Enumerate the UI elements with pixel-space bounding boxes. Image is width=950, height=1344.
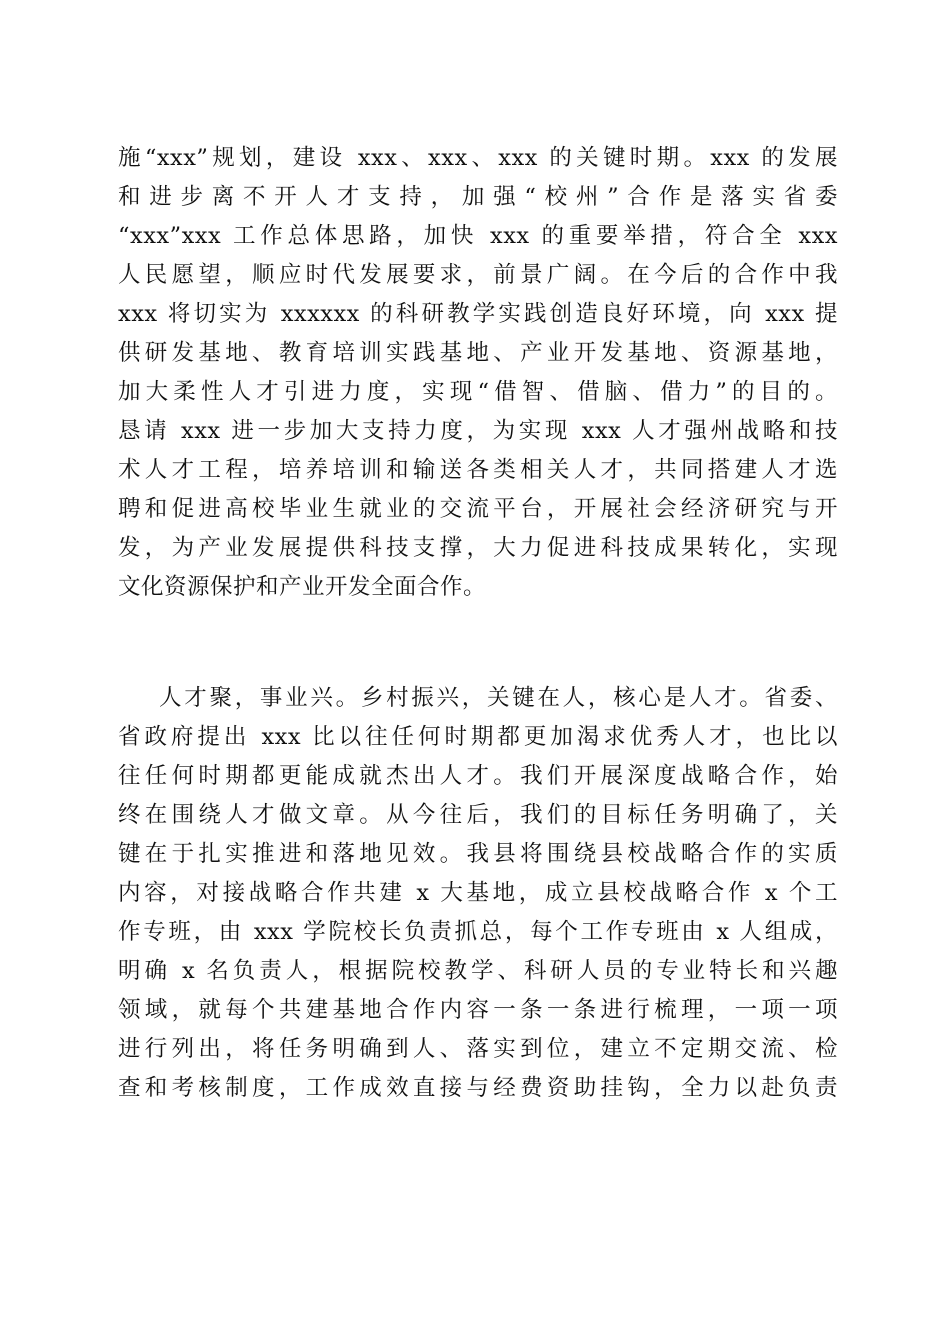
paragraph-2 bbox=[118, 679, 838, 1108]
paragraph-1-line: 聘和促进高校毕业生就业的交流平台，开展社会经济研究与开 bbox=[118, 496, 838, 522]
paragraph-1-line: 供研发基地、教育培训实践基地、产业开发基地、资源基地， bbox=[118, 340, 838, 366]
paragraph-2-line: 人才聚，事业兴。乡村振兴，关键在人，核心是人才。省委、 bbox=[159, 685, 838, 711]
paragraph-1-line: 术人才工程，培养培训和输送各类相关人才，共同搭建人才选 bbox=[118, 457, 838, 483]
paragraph-1 bbox=[118, 139, 838, 607]
paragraph-1-line: 发，为产业发展提供科技支撑，大力促进科技成果转化，实现 bbox=[118, 535, 838, 561]
paragraph-2-line: 内容，对接战略合作共建 x 大基地，成立县校战略合作 x 个工 bbox=[118, 880, 838, 906]
paragraph-1-line: 恳请 xxx 进一步加大支持力度，为实现 xxx 人才强州战略和技 bbox=[118, 418, 838, 444]
paragraph-2-line: 往任何时期都更能成就杰出人才。我们开展深度战略合作，始 bbox=[118, 763, 838, 789]
paragraph-1-line: 施“xxx”规划，建设 xxx、xxx、xxx 的关键时期。xxx 的发展 bbox=[118, 145, 838, 171]
paragraph-2-line: 省政府提出 xxx 比以往任何时期都更加渴求优秀人才，也比以 bbox=[118, 724, 838, 750]
paragraph-2-line: 查和考核制度，工作成效直接与经费资助挂钩，全力以赴负责 bbox=[118, 1075, 838, 1101]
paragraph-2-line: 进行列出，将任务明确到人、落实到位，建立不定期交流、检 bbox=[118, 1036, 838, 1062]
paragraph-2-line: 作专班，由 xxx 学院校长负责抓总，每个工作专班由 x 人组成， bbox=[118, 919, 838, 945]
paragraph-2-line: 键在于扎实推进和落地见效。我县将围绕县校战略合作的实质 bbox=[118, 841, 838, 867]
paragraph-1-line: 人民愿望，顺应时代发展要求，前景广阔。在今后的合作中我 bbox=[118, 262, 838, 288]
paragraph-1-line: 文化资源保护和产业开发全面合作。 bbox=[118, 574, 487, 600]
paragraph-2-line: 领域，就每个共建基地合作内容一条一条进行梳理，一项一项 bbox=[118, 997, 838, 1023]
paragraph-1-line: “xxx”xxx 工作总体思路，加快 xxx 的重要举措，符合全 xxx bbox=[118, 223, 838, 249]
paragraph-2-line: 明确 x 名负责人，根据院校教学、科研人员的专业特长和兴趣 bbox=[118, 958, 838, 984]
paragraph-2-line: 终在围绕人才做文章。从今往后，我们的目标任务明确了，关 bbox=[118, 802, 838, 828]
paragraph-1-line: 和进步离不开人才支持，加强“校州”合作是落实省委 bbox=[118, 184, 838, 210]
paragraph-1-line: xxx 将切实为 xxxxxx 的科研教学实践创造良好环境，向 xxx 提 bbox=[118, 301, 838, 327]
paragraph-1-line: 加大柔性人才引进力度，实现“借智、借脑、借力”的目的。 bbox=[118, 379, 838, 405]
